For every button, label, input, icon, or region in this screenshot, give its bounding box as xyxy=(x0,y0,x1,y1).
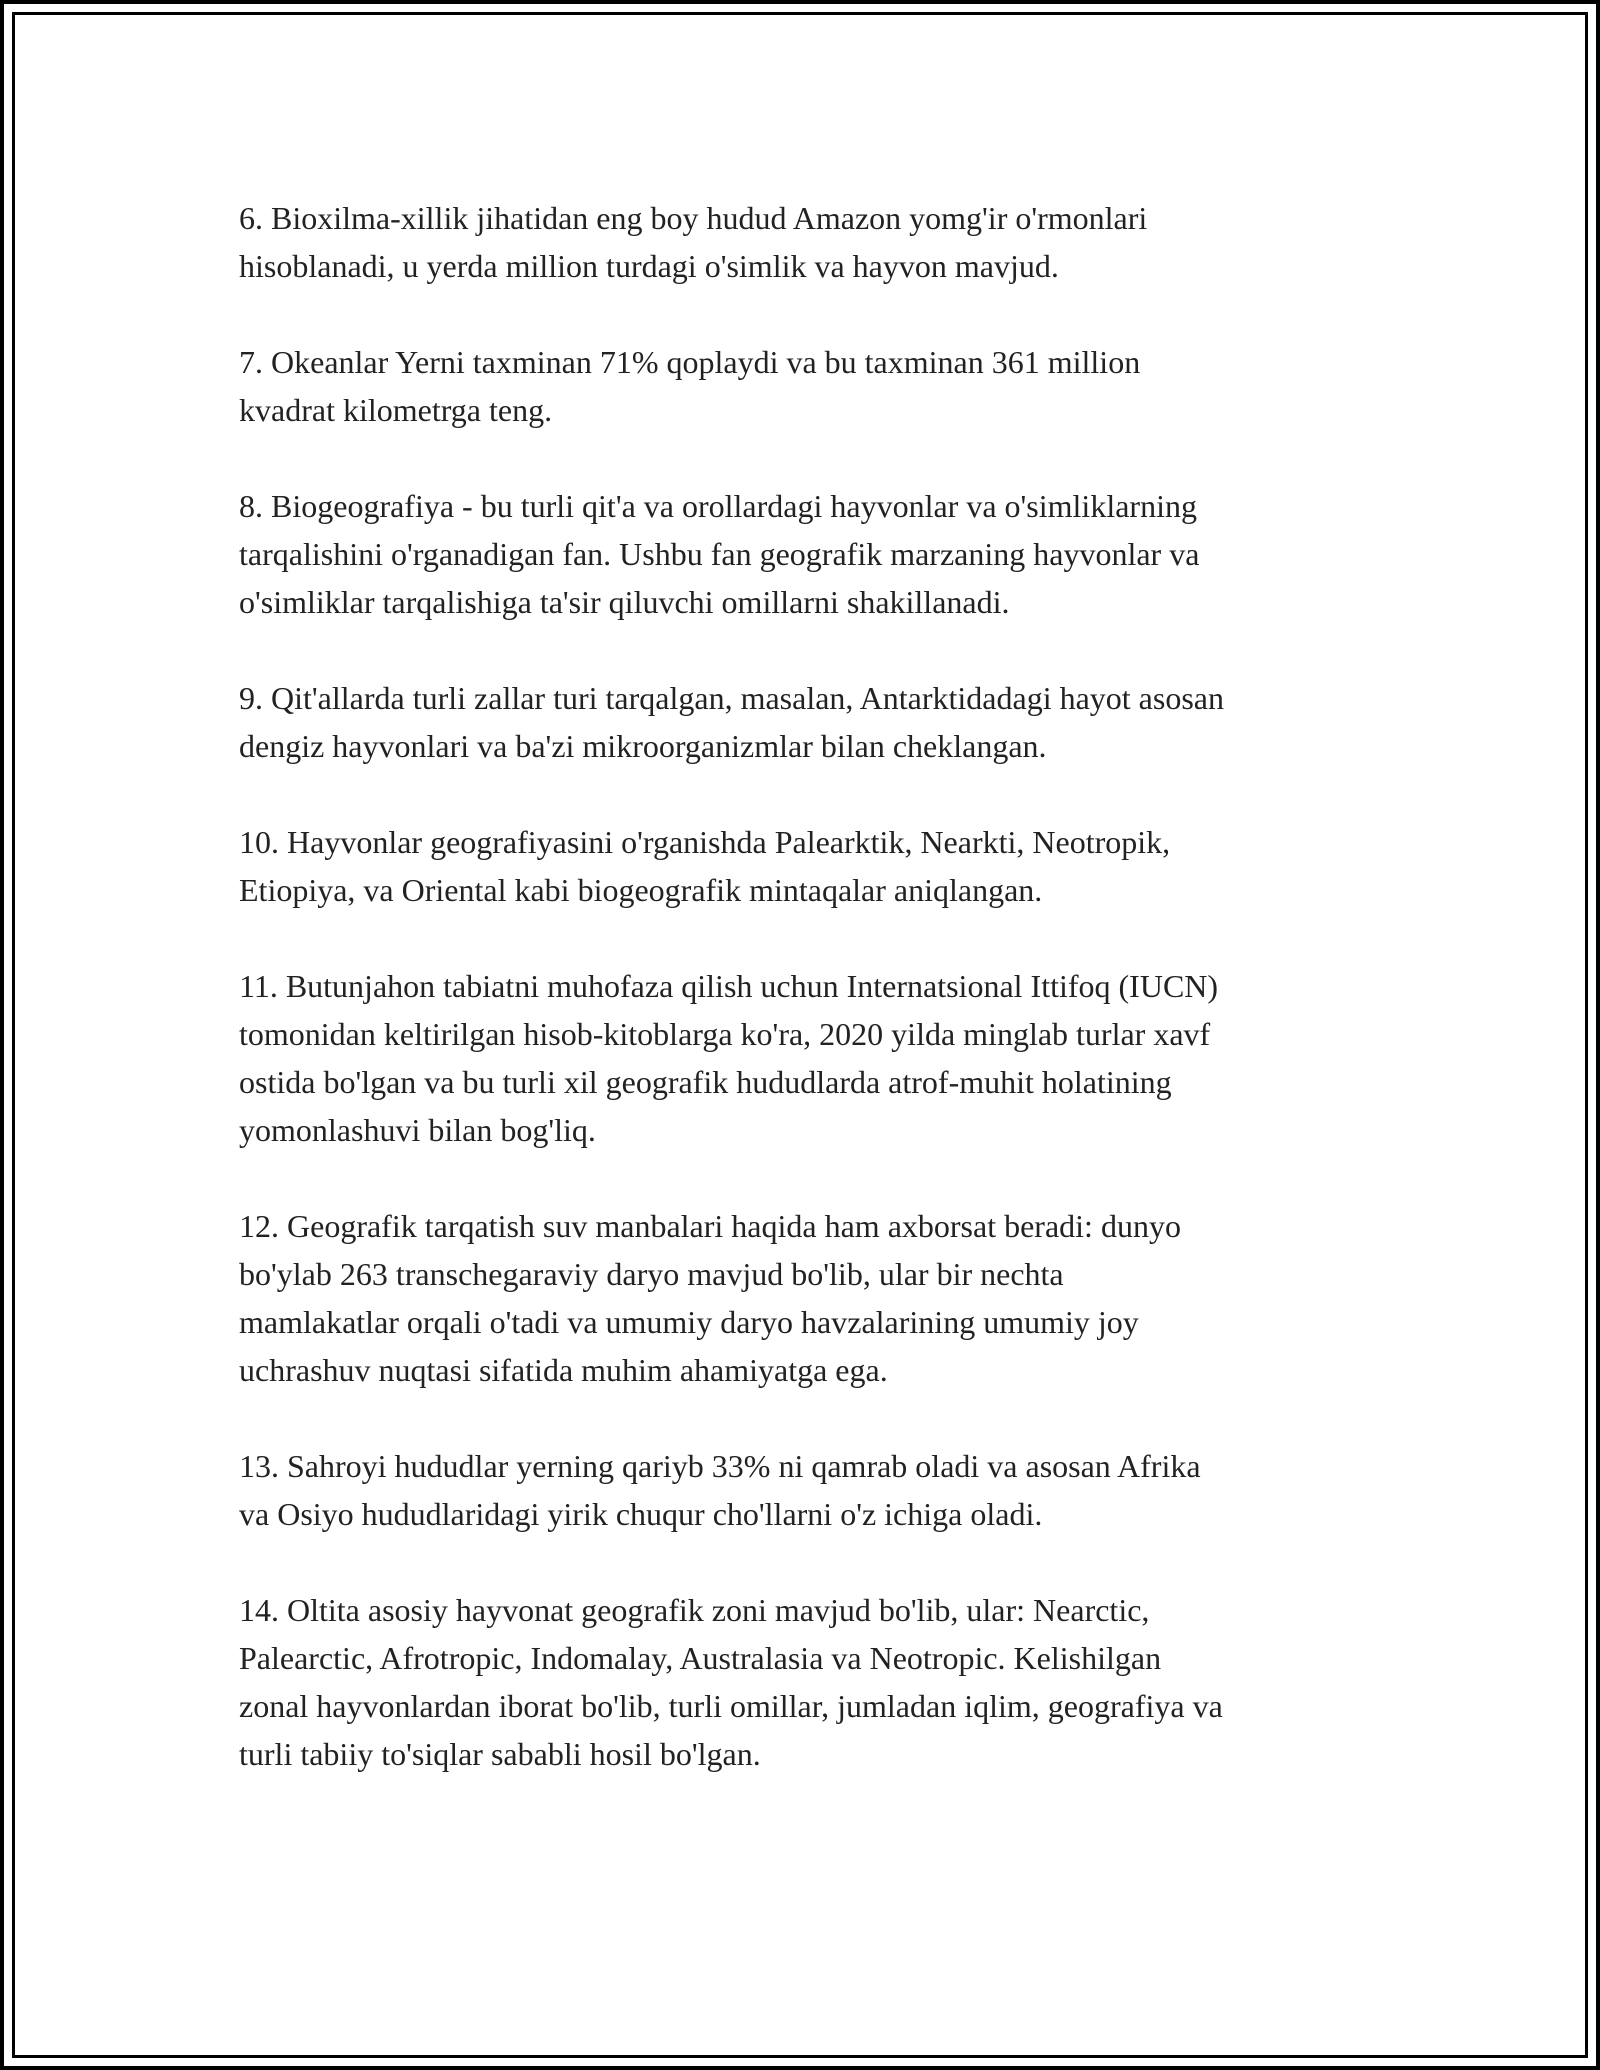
paragraph-line: Etiopiya, va Oriental kabi biogeografik mintaqalar aniqlangan. xyxy=(239,872,1043,908)
paragraph-line: ostida bo'lgan va bu turli xil geografik hududlarda atrof-muhit holatining xyxy=(239,1064,1172,1100)
paragraph-line: bo'ylab 263 transchegaraviy daryo mavjud bo'lib, ular bir nechta xyxy=(239,1256,1064,1292)
paragraph-line: mamlakatlar orqali o'tadi va umumiy daryo havzalarining umumiy joy xyxy=(239,1304,1139,1340)
paragraph-line: 10. Hayvonlar geografiyasini o'rganishda Palearktik, Nearkti, Neotropik, xyxy=(239,824,1171,860)
paragraph-line: tomonidan keltirilgan hisob-kitoblarga ko'ra, 2020 yilda minglab turlar xavf xyxy=(239,1016,1211,1052)
document-body xyxy=(239,194,1389,1826)
paragraph-line: 11. Butunjahon tabiatni muhofaza qilish uchun Internatsional Ittifoq (IUCN) xyxy=(239,968,1219,1004)
paragraph-11 xyxy=(239,962,1389,1154)
paragraph-line: 14. Oltita asosiy hayvonat geografik zoni mavjud bo'lib, ular: Nearctic, xyxy=(239,1592,1150,1628)
paragraph-line: 8. Biogeografiya - bu turli qit'a va orollardagi hayvonlar va o'simliklarning xyxy=(239,488,1197,524)
paragraph-line: 9. Qit'allarda turli zallar turi tarqalgan, masalan, Antarktidadagi hayot asosan xyxy=(239,680,1224,716)
paragraph-line: uchrashuv nuqtasi sifatida muhim ahamiyatga ega. xyxy=(239,1352,888,1388)
paragraph-7 xyxy=(239,338,1389,434)
paragraph-8 xyxy=(239,482,1389,626)
paragraph-10 xyxy=(239,818,1389,914)
paragraph-line: o'simliklar tarqalishiga ta'sir qiluvchi omillarni shakillanadi. xyxy=(239,584,1010,620)
paragraph-line: 12. Geografik tarqatish suv manbalari haqida ham axborsat beradi: dunyo xyxy=(239,1208,1181,1244)
paragraph-14 xyxy=(239,1586,1389,1778)
paragraph-12 xyxy=(239,1202,1389,1394)
paragraph-13 xyxy=(239,1442,1389,1538)
paragraph-line: hisoblanadi, u yerda million turdagi o'simlik va hayvon mavjud. xyxy=(239,248,1059,284)
paragraph-9 xyxy=(239,674,1389,770)
paragraph-line: tarqalishini o'rganadigan fan. Ushbu fan geografik marzaning hayvonlar va xyxy=(239,536,1200,572)
paragraph-line: va Osiyo hududlaridagi yirik chuqur cho'llarni o'z ichiga oladi. xyxy=(239,1496,1043,1532)
paragraph-line: turli tabiiy to'siqlar sababli hosil bo'lgan. xyxy=(239,1736,761,1772)
paragraph-line: 6. Bioxilma-xillik jihatidan eng boy hudud Amazon yomg'ir o'rmonlari xyxy=(239,200,1148,236)
paragraph-line: dengiz hayvonlari va ba'zi mikroorganizmlar bilan cheklangan. xyxy=(239,728,1047,764)
paragraph-line: yomonlashuvi bilan bog'liq. xyxy=(239,1112,596,1148)
paragraph-line: zonal hayvonlardan iborat bo'lib, turli omillar, jumladan iqlim, geografiya va xyxy=(239,1688,1223,1724)
paragraph-line: 13. Sahroyi hududlar yerning qariyb 33% ni qamrab oladi va asosan Afrika xyxy=(239,1448,1201,1484)
paragraph-line: kvadrat kilometrga teng. xyxy=(239,392,553,428)
paragraph-line: Palearctic, Afrotropic, Indomalay, Australasia va Neotropic. Kelishilgan xyxy=(239,1640,1162,1676)
paragraph-line: 7. Okeanlar Yerni taxminan 71% qoplaydi va bu taxminan 361 million xyxy=(239,344,1141,380)
paragraph-6 xyxy=(239,194,1389,290)
